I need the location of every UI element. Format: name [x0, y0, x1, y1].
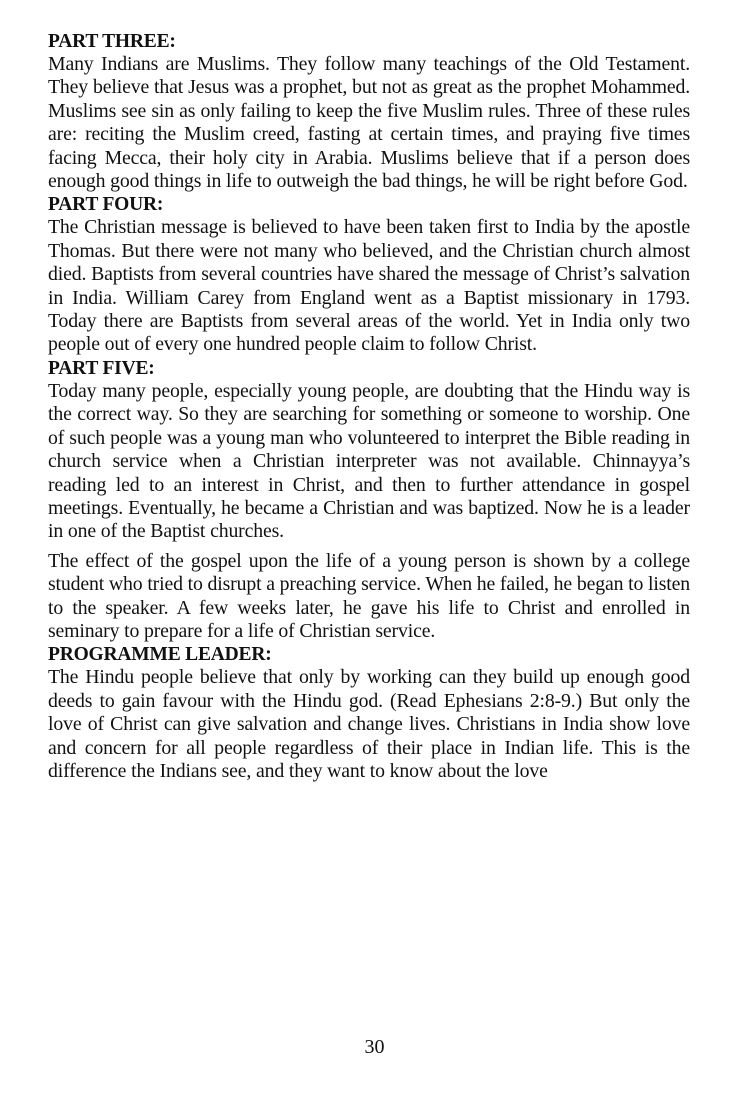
heading-programme-leader: PROGRAMME LEADER: [48, 644, 272, 666]
paragraph-part-three: Many Indians are Muslims. They follow many teachings of the Old Testament. They believe that Jesus was a prophet, but not as great as the prophet Mohammed. Muslims see sin as only failing to keep the five Muslim rules. Three of these rules are: reciting the Muslim creed, fasting at certain times, and praying five times facing Mecca, their holy city in Arabia. Muslims believe that if a person does enough good things in life to outweigh the bad things, he will be right before God. [48, 53, 690, 193]
heading-part-four: PART FOUR: [48, 194, 164, 216]
paragraph-part-five-2: The effect of the gospel upon the life of a young person is shown by a college student who tried to disrupt a preaching service. When he failed, he began to listen to the speaker. A few weeks later, he gave his life to Christ and enrolled in seminary to prepare for a life of Christian service. [48, 549, 690, 642]
heading-part-three: PART THREE: [48, 31, 176, 52]
heading-part-five: PART FIVE: [48, 357, 155, 379]
page-body [48, 30, 690, 783]
paragraph-programme-leader: The Hindu people believe that only by working can they build up enough good deeds to gain favour with the Hindu god. (Read Ephesians 2:8-9.) But only the love of Christ can give salvation and change lives. Christians in India show love and concern for all people regardless of their place in Indian life. This is the difference the Indians see, and they want to know about the love [48, 666, 690, 782]
page-number: 30 [364, 1036, 385, 1058]
paragraph-part-four: The Christian message is believed to have been taken first to India by the apostle Thomas. But there were not many who believed, and the Christian church almost died. Baptists from several countries have shared the message of Christ’s salvation in India. William Carey from England went as a Baptist missionary in 1793. Today there are Baptists from several areas of the world. Yet in India only two people out of every one hundred people claim to follow Christ. [48, 216, 690, 356]
paragraph-part-five-1: Today many people, especially young people, are doubting that the Hindu way is the correct way. So they are searching for something or someone to worship. One of such people was a young man who volunteered to interpret the Bible reading in church service when a Christian interpreter was not available. Chinnayya’s reading led to an interest in Christ, and then to further attendance in gospel meetings. Eventually, he became a Christian and was baptized. Now he is a leader in one of the Baptist churches. [48, 379, 690, 543]
